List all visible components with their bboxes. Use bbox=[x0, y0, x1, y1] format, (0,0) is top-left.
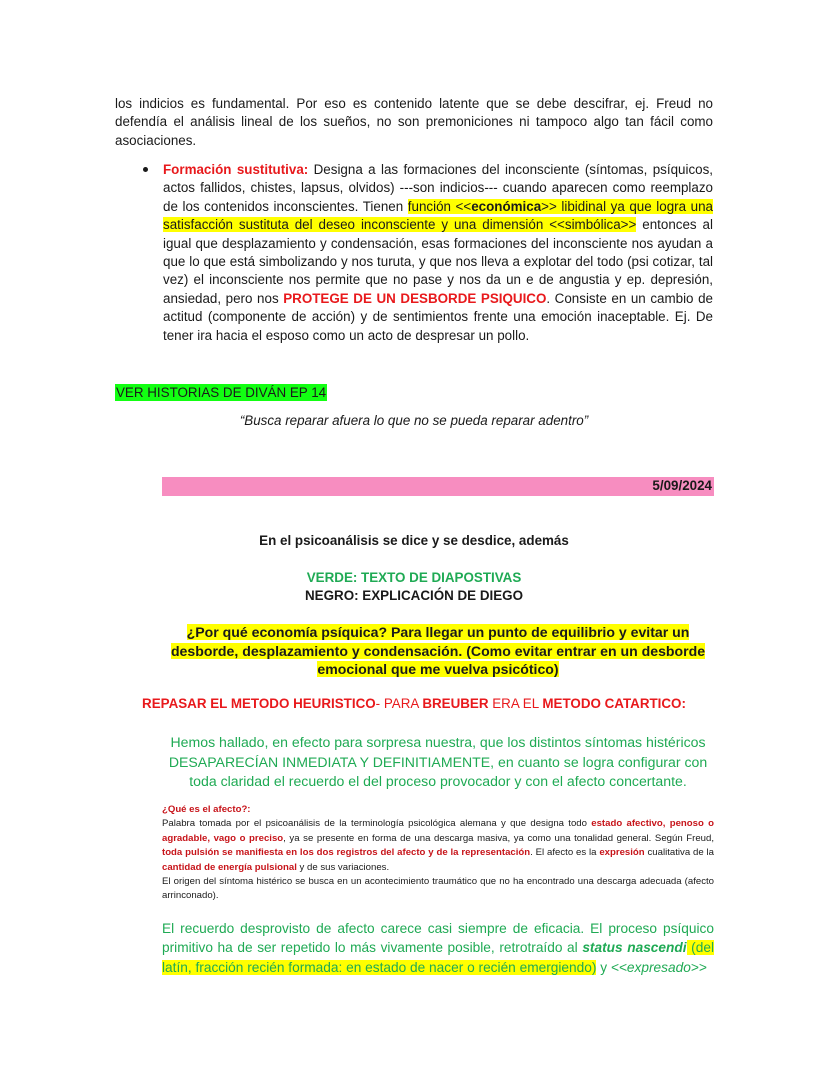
affect-paragraph-2: El origen del síntoma histérico se busca en un acontecimiento traumático que no ha encontrado una descarga adecuada (afecto arrinconado). bbox=[162, 876, 714, 902]
quote: “Busca reparar afuera lo que no se pueda reparar adentro” bbox=[239, 413, 589, 428]
section-title: En el psicoanálisis se dice y se desdice, además bbox=[259, 533, 569, 548]
bullet-icon bbox=[143, 167, 148, 172]
heuristic-heading: REPASAR EL METODO HEURISTICO- PARA BREUBER ERA EL METODO CATARTICO: bbox=[142, 696, 686, 711]
episode-reference: VER HISTORIAS DE DIVÁN EP 14 bbox=[116, 385, 327, 400]
final-paragraph: El recuerdo desprovisto de afecto carece casi siempre de eficacia. El proceso psíquico primitivo ha de ser repetido lo más vivamente posible, retrotraído al status nascendi (del latín, fracción recién formada: en estado de nacer o recién emergiendo) y <<expresado>> bbox=[162, 921, 714, 975]
date: 5/09/2024 bbox=[652, 478, 712, 493]
affect-paragraph: Palabra tomada por el psicoanálisis de la terminología psicológica alemana y que designa todo estado afectivo, penoso o agradable, vago o preciso, ya se presente en forma de una descarga masiva, ya como una tonalidad general. Según Freud, toda pulsión se manifiesta en los dos registros del afecto y de la representación. El afecto es la expresión cualitativa de la cantidad de energía pulsional y de sus variaciones. bbox=[162, 818, 715, 873]
affect-heading: ¿Qué es el afecto?: bbox=[162, 804, 251, 815]
bullet-paragraph: Formación sustitutiva: Designa a las formaciones del inconsciente (síntomas, psíquicos, actos fallidos, chistes, lapsus, olvidos) ---son indicios--- cuando aparecen como reemplazo de los contenidos inconscientes. Tienen función <<económica>> libidinal ya que logra una satisfacción sustituta del deseo inconsciente y una dimensión <<simbólica>> entonces al igual que desplazamiento y condensación, esas formaciones del inconsciente nos ayudan a que lo que está simbolizando y nos turuta, y que nos lleva a explotar del todo (psi cotizar, tal vez) el inconsciente nos permite que no pase y nos da un e de angustia y ep. depresión, ansiedad, pero nos PROTEGE DE UN DESBORDE PSIQUICO. Consiste en un cambio de actitud (componente de acción) y de sentimientos frente una emoción inaceptable. Ej. De tener ira hacia el esposo como un acto de despresar un pollo. bbox=[163, 162, 714, 343]
legend-green: VERDE: TEXTO DE DIAPOSTIVAS bbox=[306, 570, 522, 585]
question: ¿Por qué economía psíquica? Para llegar un punto de equilibrio y evitar un desborde, desplazamiento y condensación. (Como evitar entrar en un desborde emocional que me vuelva psicótico) bbox=[170, 624, 706, 678]
affect-box bbox=[162, 803, 714, 904]
intro-paragraph: los indicios es fundamental. Por eso es contenido latente que se debe descifrar, ej. Freud no defendía el análisis lineal de los sueños, no son premoniciones ni tampoco algo tan fácil como asociaciones. bbox=[115, 96, 713, 148]
legend-black: NEGRO: EXPLICACIÓN DE DIEGO bbox=[305, 588, 523, 603]
date-bar bbox=[162, 477, 714, 496]
slide-quote: Hemos hallado, en efecto para sorpresa nuestra, que los distintos síntomas histéricos DESAPARECÍAN INMEDIATA Y DEFINITIAMENTE, en cuanto se logra configurar con toda claridad el recuerdo el del proceso provocador y con el afecto concertante. bbox=[168, 734, 708, 790]
